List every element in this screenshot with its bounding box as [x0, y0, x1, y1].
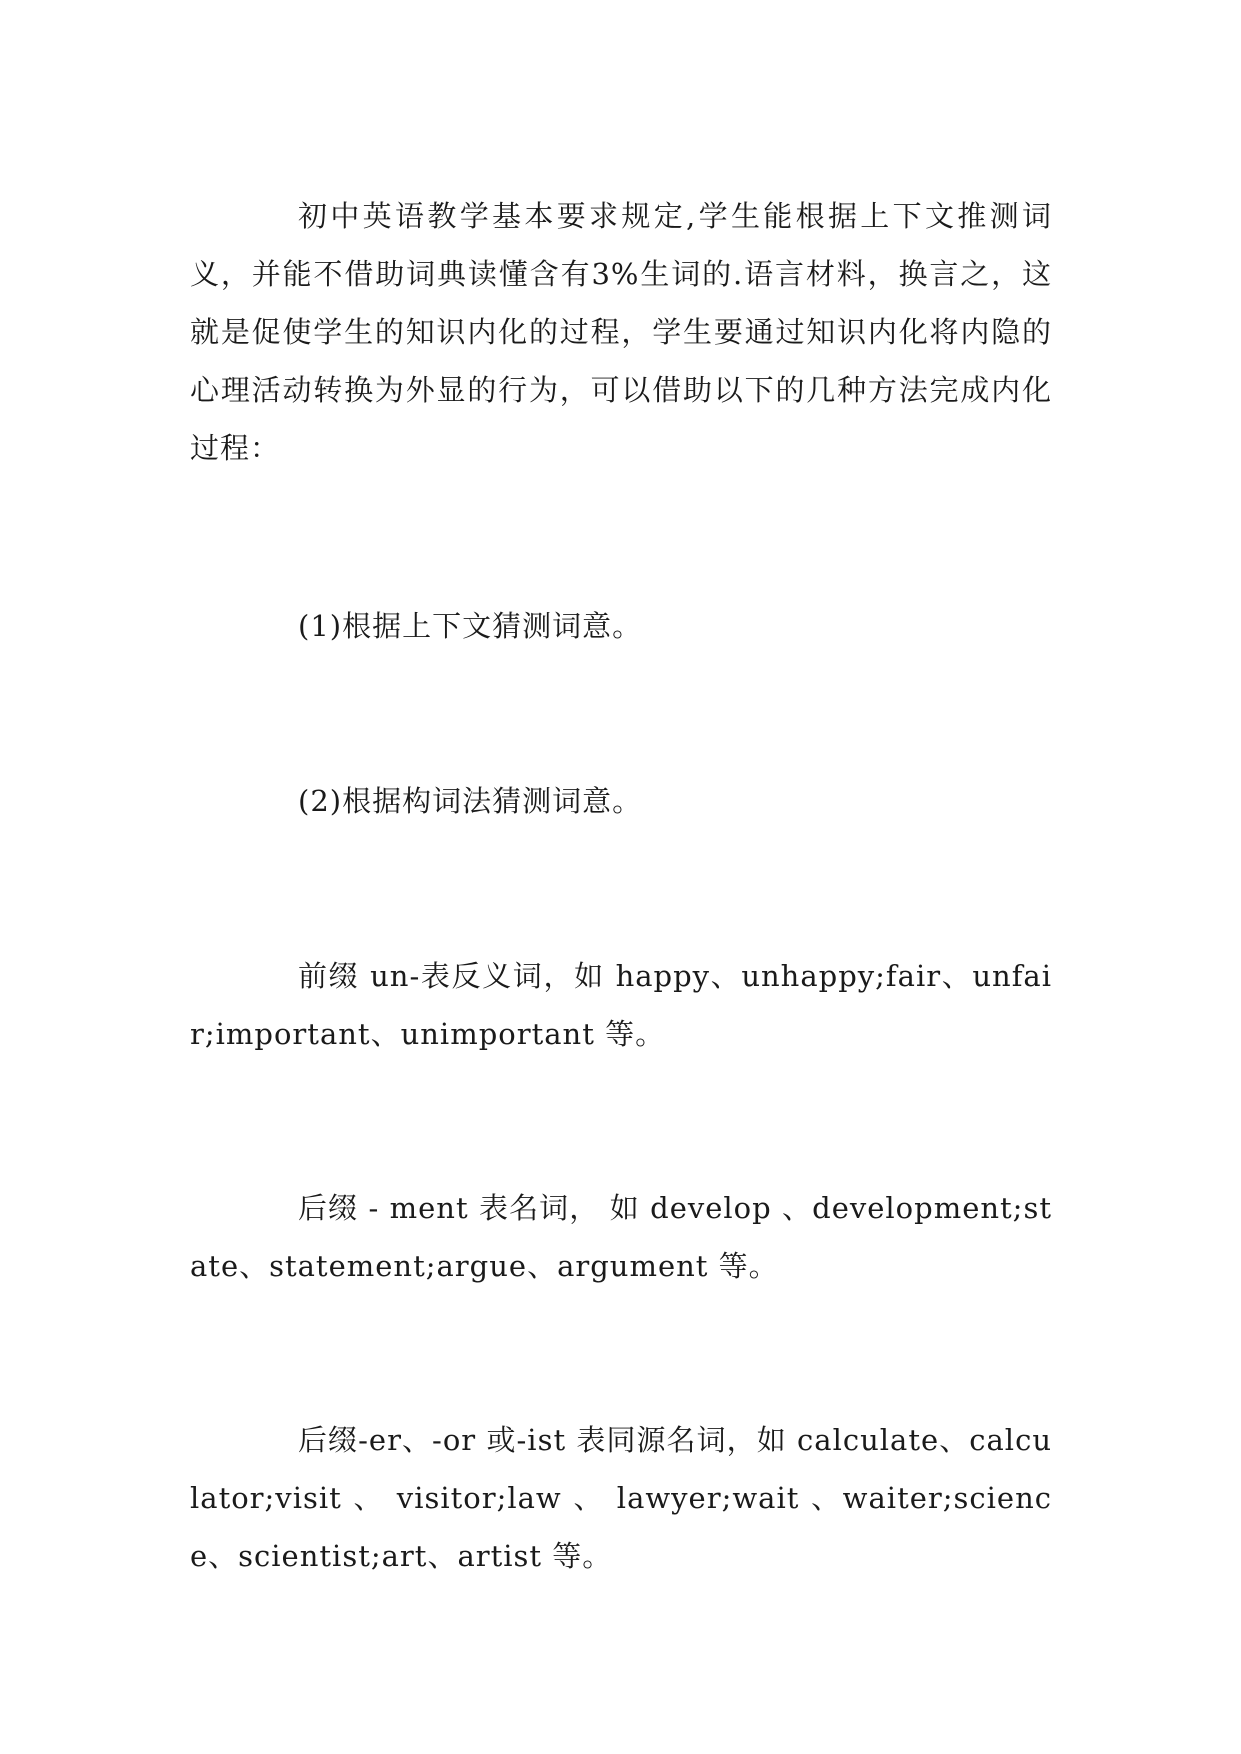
suffix-ment-paragraph: 后缀 - ment 表名词， 如 develop 、development;state、statement;argue、argument 等。: [190, 1191, 1052, 1283]
suffix-er-or-ist-paragraph: 后缀-er、-or 或-ist 表同源名词，如 calculate、calculator;visit 、 visitor;law 、 lawyer;wait 、waiter;science、scientist;art、artist 等。: [190, 1423, 1052, 1573]
method-2-paragraph: (2)根据构词法猜测词意。: [298, 784, 643, 818]
prefix-un-paragraph: 前缀 un-表反义词，如 happy、unhappy;fair、unfair;important、unimportant 等。: [190, 959, 1052, 1051]
method-1-paragraph: (1)根据上下文猜测词意。: [298, 609, 643, 643]
intro-paragraph: 初中英语教学基本要求规定,学生能根据上下文推测词义，并能不借助词典读懂含有3%生词的.语言材料，换言之，这就是促使学生的知识内化的过程，学生要通过知识内化将内隐的心理活动转换为外显的行为，可以借助以下的几种方法完成内化过程：: [190, 199, 1052, 465]
